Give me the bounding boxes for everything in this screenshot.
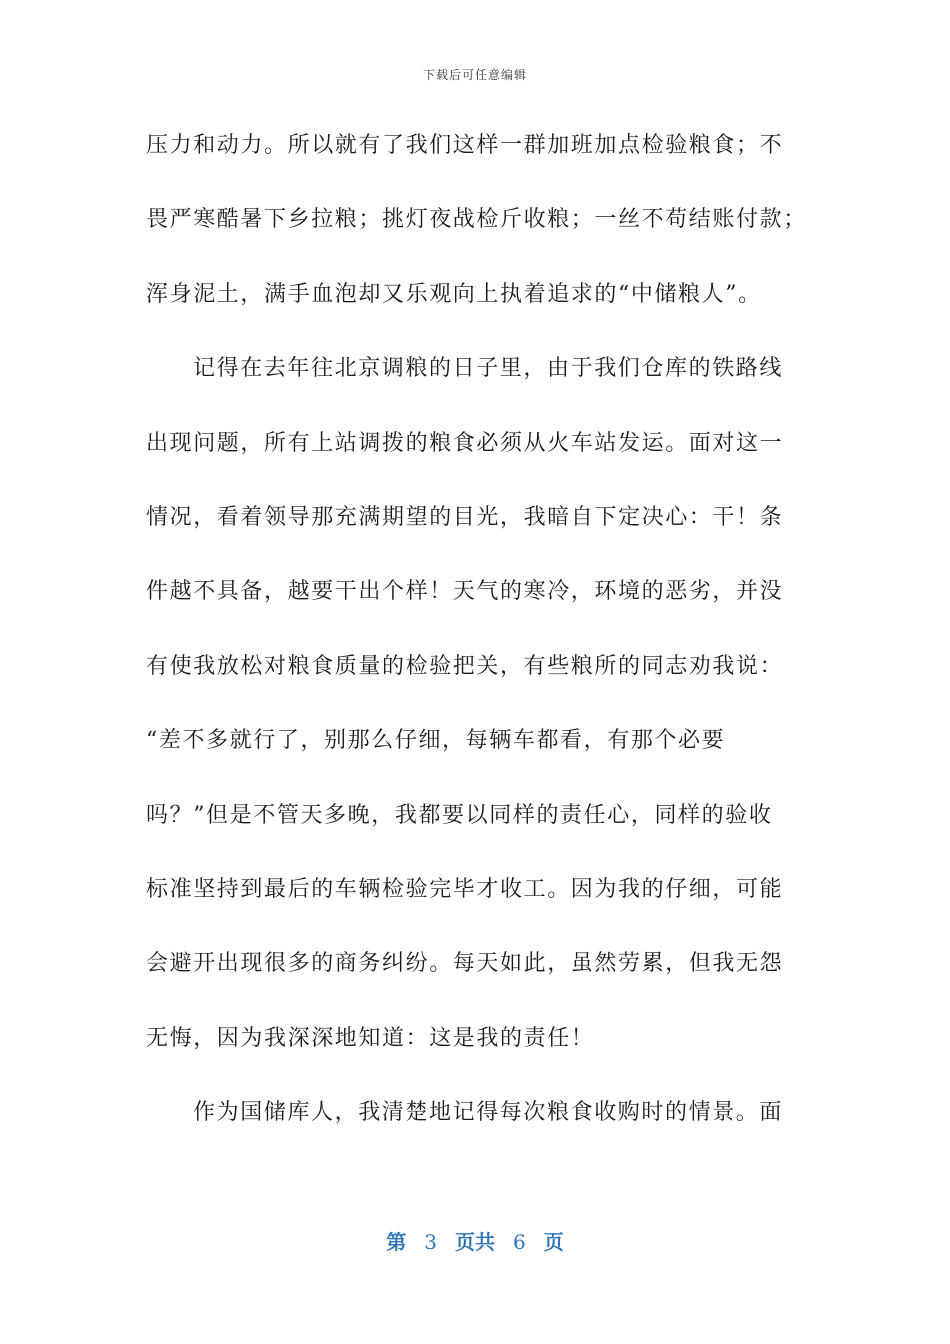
text-line: 浑身泥土，满手血泡却又乐观向上执着追求的“中储粮人”。 bbox=[146, 281, 762, 307]
text-line: 情况，看着领导那充满期望的目光，我暗自下定决心：干！条 bbox=[146, 504, 784, 530]
header-note: 下载后可任意编辑 bbox=[422, 68, 527, 82]
text-line: 无悔，因为我深深地知道：这是我的责任！ bbox=[146, 1025, 595, 1051]
total-page-number: 6 bbox=[513, 1230, 526, 1254]
text-line: 标准坚持到最后的车辆检验完毕才收工。因为我的仔细，可能 bbox=[146, 876, 784, 902]
footer-middle: 页共 bbox=[455, 1230, 495, 1254]
text-line: “差不多就行了，别那么仔细，每辆车都看，有那个必要 bbox=[146, 728, 726, 754]
current-page-number: 3 bbox=[424, 1230, 437, 1254]
text-line: 畏严寒酷暑下乡拉粮；挑灯夜战检斤收粮；一丝不苟结账付款； bbox=[146, 207, 807, 233]
text-line: 出现问题，所有上站调拨的粮食必须从火车站发运。面对这一 bbox=[146, 430, 784, 456]
text-line: 会避开出现很多的商务纠纷。每天如此，虽然劳累，但我无怨 bbox=[146, 951, 784, 977]
paragraph-start-line: 作为国储库人，我清楚地记得每次粮食收购时的情景。面 bbox=[193, 1100, 784, 1126]
footer-suffix: 页 bbox=[543, 1230, 564, 1254]
footer-prefix: 第 bbox=[386, 1230, 407, 1254]
text-line: 有使我放松对粮食质量的检验把关，有些粮所的同志劝我说： bbox=[146, 653, 784, 679]
text-line: 压力和动力。所以就有了我们这样一群加班加点检验粮食；不 bbox=[146, 133, 784, 158]
paragraph-start-line: 记得在去年往北京调粮的日子里，由于我们仓库的铁路线 bbox=[193, 356, 784, 382]
text-line: 件越不具备，越要干出个样！天气的寒冷，环境的恶劣，并没 bbox=[146, 579, 784, 605]
page-number-footer bbox=[0, 1226, 950, 1255]
document-body bbox=[146, 126, 806, 1167]
text-line: 吗？”但是不管天多晚，我都要以同样的责任心，同样的验收 bbox=[146, 802, 773, 828]
